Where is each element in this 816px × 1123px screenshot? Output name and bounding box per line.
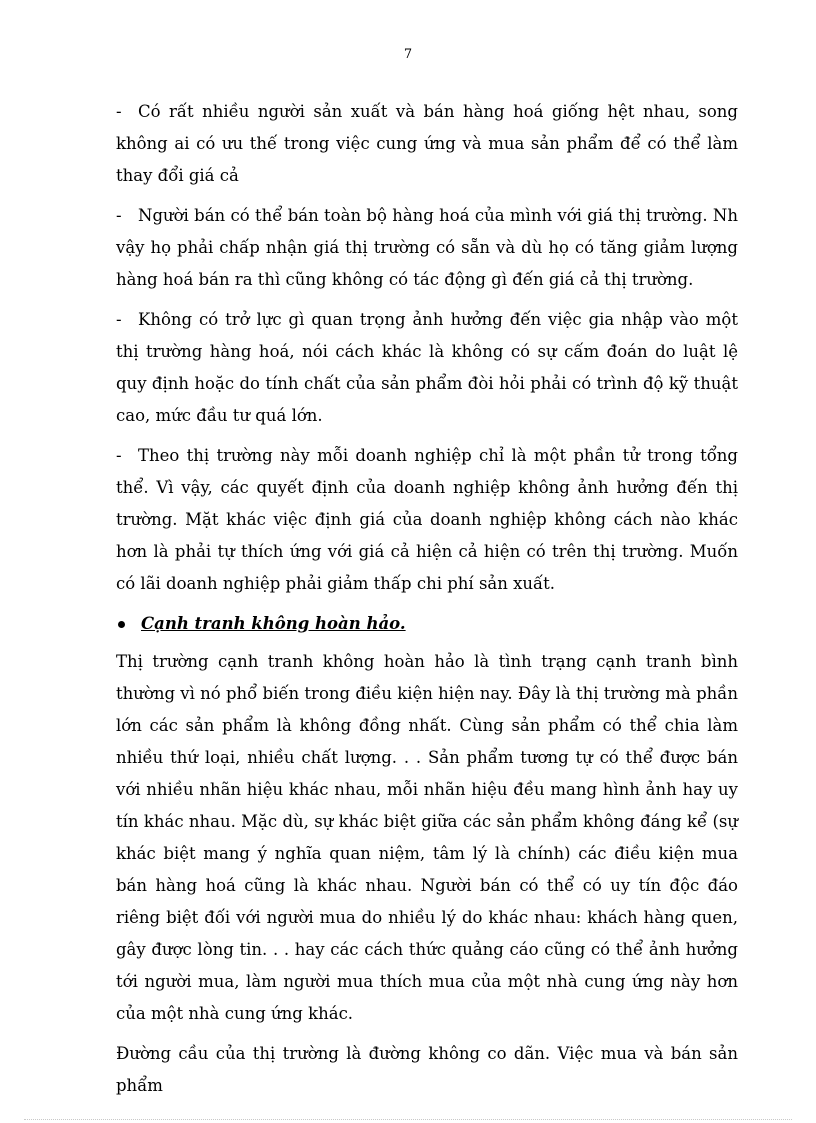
list-dash: - — [116, 446, 122, 465]
list-item-text: Theo thị trường này mỗi doanh nghiệp chỉ là một phần tử trong tổng thể. Vì vậy, các quyết định của doanh nghiệp không ảnh hưởng đến thị trường. Mặt khác việc định giá của doanh nghiệp không cách nào khác hơn là phải tự thích ứng với giá cả hiện cả hiện có trên thị trường. Muốn có lãi doanh nghiệp phải giảm thấp chi phí sản xuất. — [116, 446, 738, 593]
list-item — [116, 200, 738, 296]
page-number: 7 — [403, 47, 413, 62]
page-bottom-divider — [24, 1119, 792, 1120]
document-body — [116, 96, 738, 1110]
list-item-text: Người bán có thể bán toàn bộ hàng hoá của mình với giá thị trường. Nh vậy họ phải chấp nhận giá thị trường có sẵn và dù họ có tăng giảm lượng hàng hoá bán ra thì cũng không có tác động gì đến giá cả thị trường. — [116, 206, 738, 289]
list-item-text: Không có trở lực gì quan trọng ảnh hưởng đến việc gia nhập vào một thị trường hàng hoá, nói cách khác là không có sự cấm đoán do luật lệ quy định hoặc do tính chất của sản phẩm đòi hỏi phải có trình độ kỹ thuật cao, mức đầu tư quá lớn. — [116, 310, 738, 425]
bullet-icon — [118, 621, 125, 628]
list-item — [116, 96, 738, 192]
section-heading — [116, 608, 738, 640]
list-dash: - — [116, 102, 122, 121]
section-heading-text: Cạnh tranh không hoàn hảo. — [141, 614, 406, 633]
list-dash: - — [116, 310, 122, 329]
body-paragraph: Đường cầu của thị trường là đường không co dãn. Việc mua và bán sản phẩm — [116, 1044, 738, 1095]
body-paragraph: Thị trường cạnh tranh không hoàn hảo là tình trạng cạnh tranh bình thường vì nó phổ biến trong điều kiện hiện nay. Đây là thị trường mà phần lớn các sản phẩm là không đồng nhất. Cùng sản phẩm có thể chia làm nhiều thứ loại, nhiều chất lượng. . . Sản phẩm tương tự có thể được bán với nhiều nhãn hiệu khác nhau, mỗi nhãn hiệu đều mang hình ảnh hay uy tín khác nhau. Mặc dù, sự khác biệt giữa các sản phẩm không đáng kể (sự khác biệt mang ý nghĩa quan niệm, tâm lý là chính) các điều kiện mua bán hàng hoá cũng là khác nhau. Người bán có thể có uy tín độc đáo riêng biệt đối với người mua do nhiều lý do khác nhau: khách hàng quen, gây được lòng tin. . . hay các cách thức quảng cáo cũng có thể ảnh hưởng tới người mua, làm người mua thích mua của một nhà cung ứng này hơn của một nhà cung ứng khác. — [116, 652, 738, 1023]
list-dash: - — [116, 206, 122, 225]
list-item — [116, 440, 738, 600]
list-item-text: Có rất nhiều người sản xuất và bán hàng hoá giống hệt nhau, song không ai có ưu thế trong việc cung ứng và mua sản phẩm để có thể làm thay đổi giá cả — [116, 102, 738, 185]
list-item — [116, 304, 738, 432]
